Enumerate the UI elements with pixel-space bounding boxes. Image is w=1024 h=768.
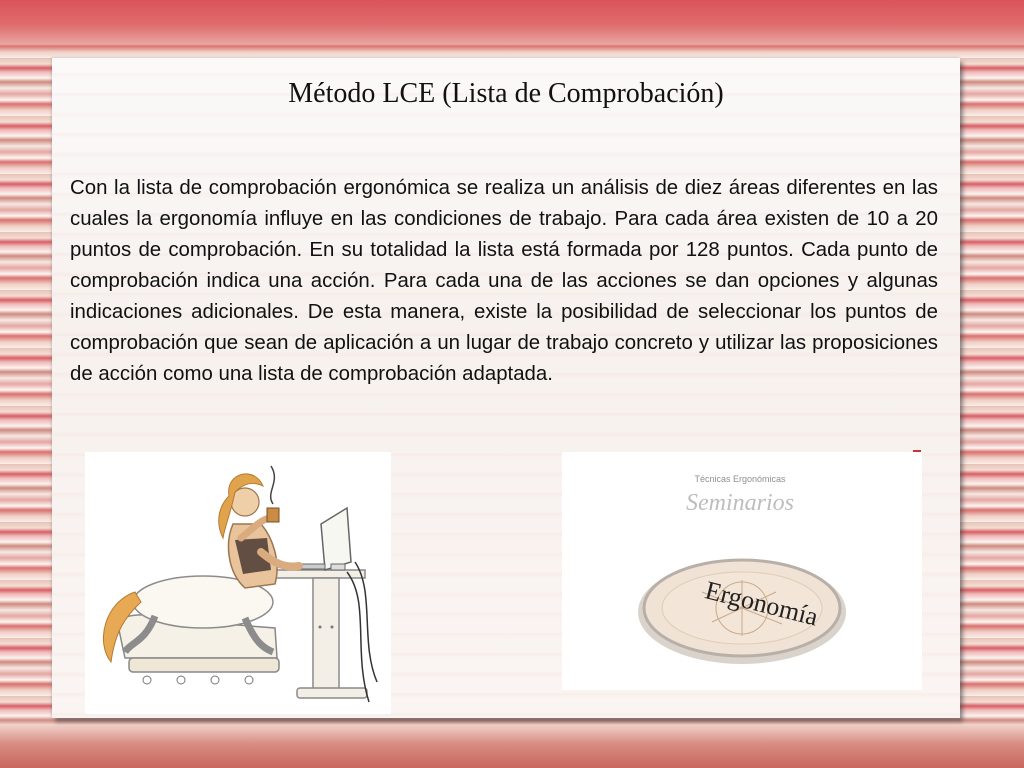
centaur-at-computer-icon	[85, 452, 391, 714]
background-bottom-band	[0, 724, 1024, 768]
ergonomia-caption-large: Seminarios	[686, 490, 794, 516]
slide-panel	[52, 58, 960, 718]
centaur-image	[85, 452, 391, 714]
slide-title: Método LCE (Lista de Comprobación)	[288, 78, 724, 109]
slide-body-text: Con la lista de comprobación ergonómica se realiza un análisis de diez áreas diferentes en las cuales la ergonomía influye en las condiciones de trabajo. Para cada área existen de 10 a 20 puntos de comprobación. En su totalidad la lista está formada por 128 puntos. Cada punto de comprobación indica una acción. Para cada una de las acciones se dan opciones y algunas indicaciones adicionales. De esta manera, existe la posibilidad de seleccionar los puntos de comprobación que sean de aplicación a un lugar de trabajo concreto y utilizar las proposiciones de acción como una lista de comprobación adaptada.	[70, 177, 938, 385]
background-top-band	[0, 0, 1024, 44]
ergonomia-seal-icon	[562, 452, 922, 690]
ergonomia-caption-small: Técnicas Ergonómicas	[694, 474, 786, 484]
ergonomia-image	[562, 452, 922, 690]
decorative-mark	[913, 450, 921, 452]
ergonomia-seal-text: Ergonomía	[702, 575, 821, 632]
